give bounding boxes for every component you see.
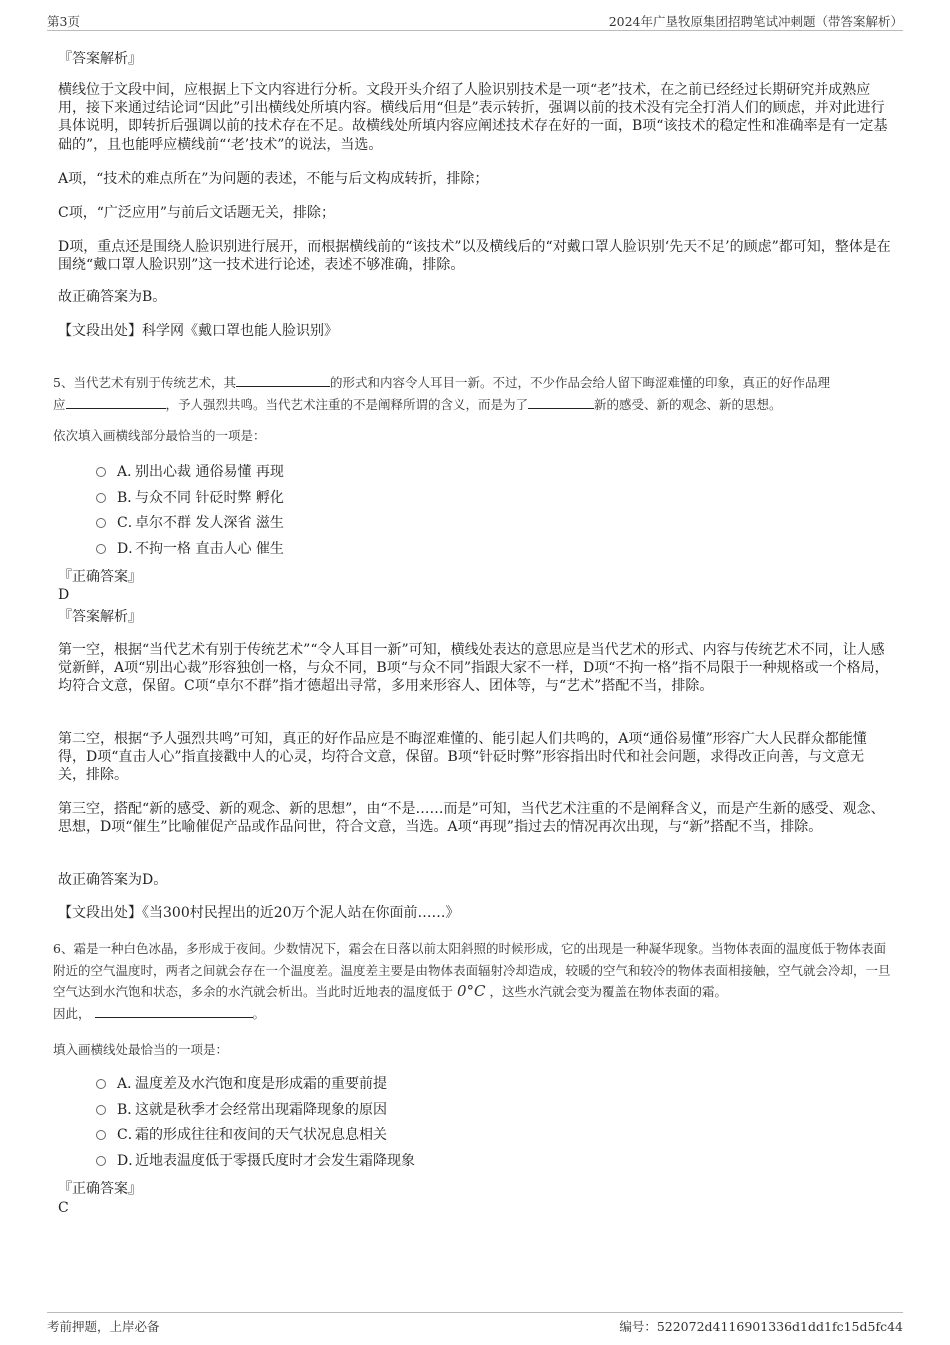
radio-icon[interactable] bbox=[96, 1105, 106, 1115]
correct-answer-tag: 『正确答案』 bbox=[58, 1181, 142, 1197]
footer-slogan: 考前押题，上岸必备 bbox=[47, 1319, 160, 1334]
radio-icon[interactable] bbox=[96, 544, 106, 554]
radio-icon[interactable] bbox=[96, 467, 106, 477]
radio-icon[interactable] bbox=[96, 493, 106, 503]
fill-blank bbox=[236, 374, 330, 387]
question-prompt: 依次填入画横线部分最恰当的一项是： bbox=[53, 428, 266, 443]
source-citation: 【文段出处】《当300村民捏出的近20万个泥人站在你面前……》 bbox=[58, 905, 460, 921]
explanation-paragraph: D项，重点还是围绕人脸识别进行展开，而根据横线前的“该技术”以及横线后的“对戴口罩人脸识别‘先天不足’的顾虑”都可知，整体是在围绕“戴口罩人脸识别”这一技术进行论述，表述不够准确，排除。 bbox=[58, 239, 891, 274]
options-list bbox=[96, 460, 284, 562]
page-footer bbox=[47, 1312, 903, 1333]
radio-icon[interactable] bbox=[96, 1156, 106, 1166]
explanation-paragraph: 第一空，根据“当代艺术有别于传统艺术”“令人耳目一新”可知，横线处表达的意思应是当代艺术的形式、内容与传统艺术不同，让人感觉新鲜，A项“别出心裁”形容独创一格，与众不同，B项“与众不同”指跟大家不一样，D项“不拘一格”指不局限于一种规格或一个格局，均符合文意，保留。C项“卓尔不群”指才德超出寻常，多用来形容人、团体等，与“艺术”搭配不当，排除。 bbox=[58, 642, 889, 695]
document-id: 编号：522072d4116901336d1dd1fc15d5fc44 bbox=[619, 1319, 903, 1334]
explanation-paragraph: 横线位于文段中间，应根据上下文内容进行分析。文段开头介绍了人脸识别技术是一项“老”技术，在之前已经经过长期研究并成熟应用，接下来通过结论词“因此”引出横线处所填内容。横线后用“但是”表示转折，强调以前的技术没有完全打消人们的顾虑，并对此进行具体说明，即转折后强调以前的技术存在不足。故横线处所填内容应阐述技术存在好的一面，B项“该技术的稳定性和准确率是有一定基础的”，且也能呼应横线前“‘老’技术”的说法，当选。 bbox=[58, 82, 888, 153]
question-prompt: 填入画横线处最恰当的一项是： bbox=[53, 1042, 229, 1057]
option-c[interactable]: C．霜的形成往往和夜间的天气状况息息相关 bbox=[96, 1123, 415, 1149]
document-title: 2024年广垦牧原集团招聘笔试冲刺题（带答案解析） bbox=[608, 14, 903, 29]
explanation-paragraph: 第二空，根据“予人强烈共鸣”可知，真正的好作品应是不晦涩难懂的、能引起人们共鸣的，A项“通俗易懂”形容广大人民群众都能懂得，D项“直击人心”指直接戳中人的心灵，均符合文意，保留。B项“针砭时弊”形容指出时代和社会问题，求得改正向善，与文意无关，排除。 bbox=[58, 731, 867, 784]
fill-blank bbox=[528, 396, 594, 409]
page-header bbox=[47, 12, 903, 31]
radio-icon[interactable] bbox=[96, 518, 106, 528]
option-a[interactable]: A．别出心裁 通俗易懂 再现 bbox=[96, 460, 284, 486]
correct-answer-tag: 『正确答案』 bbox=[58, 569, 142, 585]
explanation-tag: 『答案解析』 bbox=[58, 609, 142, 625]
option-d[interactable]: D．近地表温度低于零摄氏度时才会发生霜降现象 bbox=[96, 1149, 415, 1175]
answer-conclusion: 故正确答案为D。 bbox=[58, 872, 168, 888]
option-d[interactable]: D．不拘一格 直击人心 催生 bbox=[96, 537, 284, 563]
fill-blank bbox=[95, 1005, 253, 1018]
correct-answer: D bbox=[58, 587, 70, 603]
option-b[interactable]: B．这就是秋季才会经常出现霜降现象的原因 bbox=[96, 1098, 415, 1124]
temperature-formula: 0°C bbox=[457, 982, 486, 1000]
answer-conclusion: 故正确答案为B。 bbox=[58, 289, 167, 305]
option-c[interactable]: C．卓尔不群 发人深省 滋生 bbox=[96, 511, 284, 537]
explanation-paragraph: C项，“广泛应用”与前后文话题无关，排除； bbox=[58, 205, 336, 221]
radio-icon[interactable] bbox=[96, 1130, 106, 1140]
page-number: 第3页 bbox=[47, 14, 80, 29]
source-citation: 【文段出处】科学网《戴口罩也能人脸识别》 bbox=[58, 323, 338, 339]
question-stem: 6、霜是一种白色冰晶，多形成于夜间。少数情况下，霜会在日落以前太阳斜照的时候形成，它的出现是一种凝华现象。当物体表面的温度低于物体表面附近的空气温度时，两者之间就会存在一个温度差。温度差主要是由物体表面辐射冷却造成，较暖的空气和较冷的物体表面相接触，空气就会冷却，一旦空气达到水汽饱和状态，多余的水汽就会析出。当此时近地表的温度低于 0°C ，这些水汽就会变为覆盖在物体表面的霜。 因此， 。 bbox=[53, 941, 891, 1021]
question-stem: 5、当代艺术有别于传统艺术，其 的形式和内容令人耳目一新。不过，不少作品会给人留下晦涩难懂的印象，真正的好作品理 应 ，予人强烈共鸣。当代艺术注重的不是阐释所谓的含义，而是为了 新的感受、新的观念、新的思想。 bbox=[53, 375, 830, 412]
explanation-paragraph: A项，“技术的难点所在”为问题的表述，不能与后文构成转折，排除； bbox=[58, 171, 489, 187]
explanation-tag: 『答案解析』 bbox=[58, 51, 142, 67]
correct-answer: C bbox=[58, 1200, 69, 1216]
fill-blank bbox=[66, 396, 166, 409]
option-a[interactable]: A．温度差及水汽饱和度是形成霜的重要前提 bbox=[96, 1072, 415, 1098]
explanation-paragraph: 第三空，搭配“新的感受、新的观念、新的思想”，由“不是……而是”可知，当代艺术注重的不是阐释含义，而是产生新的感受、观念、思想，D项“催生”比喻催促产品或作品问世，符合文意，当选。A项“再现”指过去的情况再次出现，与“新”搭配不当，排除。 bbox=[58, 801, 885, 836]
radio-icon[interactable] bbox=[96, 1079, 106, 1089]
option-b[interactable]: B．与众不同 针砭时弊 孵化 bbox=[96, 486, 284, 512]
options-list bbox=[96, 1072, 415, 1174]
